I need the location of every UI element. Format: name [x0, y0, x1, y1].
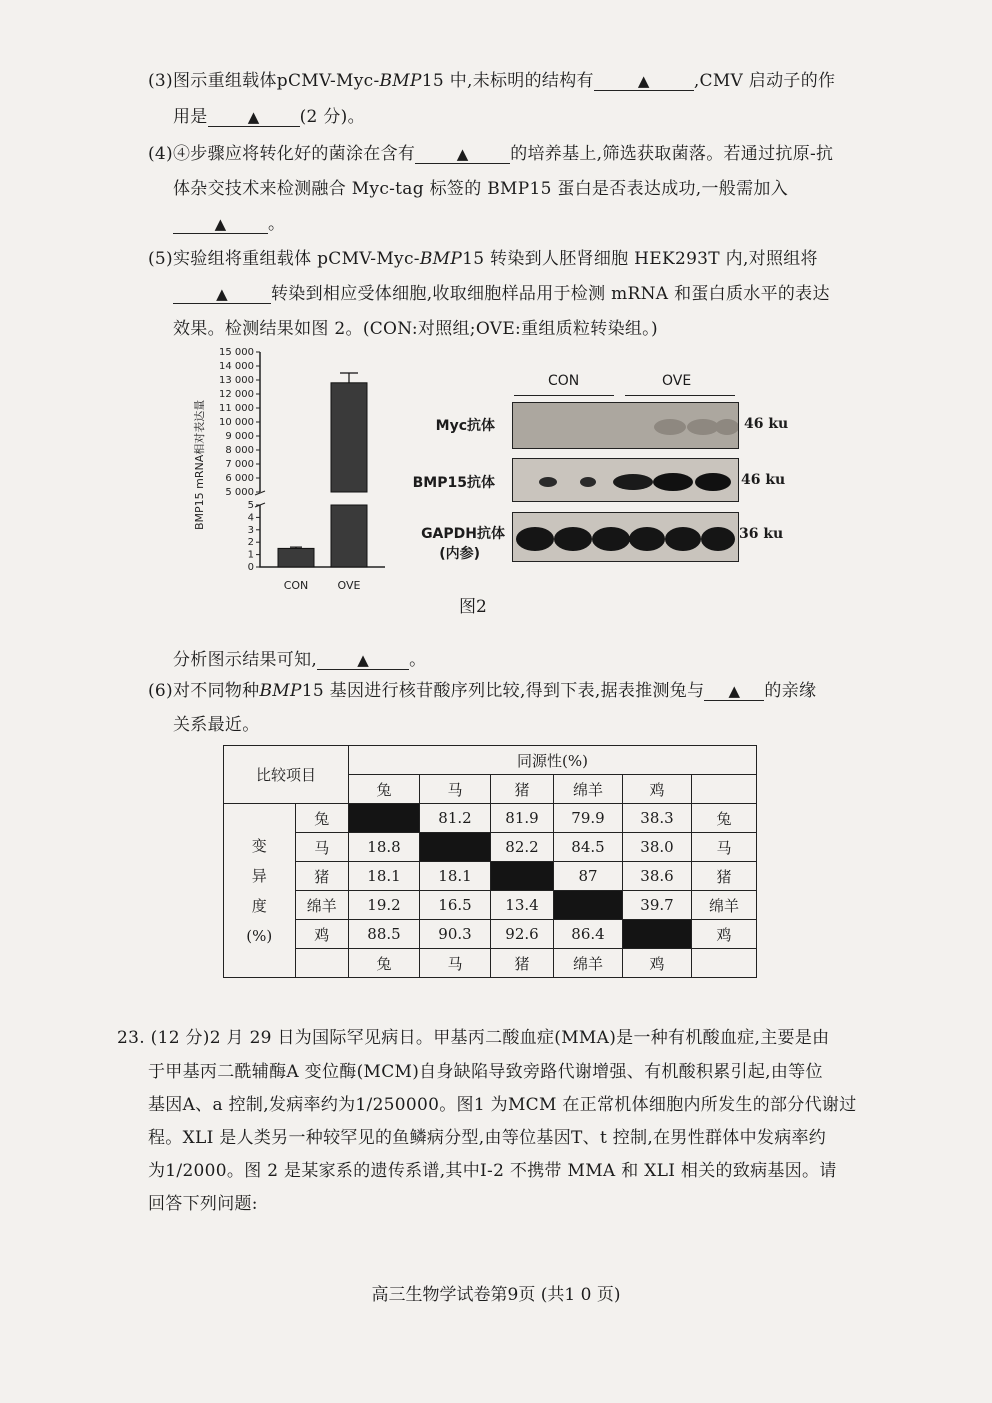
blot-myc: [512, 402, 739, 449]
bar-ove-lower: [331, 505, 367, 567]
blot-group-ove: OVE: [662, 373, 692, 389]
blot-sublabel-gapdh: (内参): [439, 546, 480, 562]
chart-ylabel: BMP15 mRNA相对表达量: [193, 399, 206, 530]
y-tick-label: 2: [247, 537, 254, 549]
table-cell: 81.2: [420, 804, 491, 833]
table-cell: 84.5: [554, 833, 623, 862]
x-tick-label: OVE: [337, 579, 361, 592]
row-header: 绵羊: [295, 891, 348, 920]
row-header-right: 绵羊: [692, 891, 757, 920]
col-header: 马: [420, 775, 491, 804]
col-header: 兔: [349, 775, 420, 804]
table-cell: 13.4: [491, 891, 554, 920]
col-footer: 鸡: [623, 949, 692, 978]
table-cell: 18.8: [349, 833, 420, 862]
col-footer: 马: [420, 949, 491, 978]
blot-label-gapdh: GAPDH抗体: [421, 526, 505, 542]
answer-blank[interactable]: ▲: [317, 651, 409, 670]
q4-line2: 体杂交技术来检测融合 Myc-tag 标签的 BMP15 蛋白是否表达成功,一般需加入: [173, 179, 789, 199]
q23-line3: 基因A、a 控制,发病率约为1/250000。图1 为MCM 在正常机体细胞内所发生的部分代谢过: [148, 1095, 857, 1115]
table-cell-diagonal: [554, 891, 623, 920]
blot-size-gapdh: 36 ku: [739, 526, 784, 542]
blot-gapdh-bands: [513, 513, 738, 561]
q6-line2: 关系最近。: [173, 715, 260, 735]
blot-bmp15-bands: [513, 459, 738, 501]
table-cell-diagonal: [349, 804, 420, 833]
blot-gapdh: [512, 512, 739, 562]
answer-blank[interactable]: ▲: [594, 72, 694, 91]
table-cell: 81.9: [491, 804, 554, 833]
y-tick-label: 10 000: [219, 417, 254, 428]
col-footer: 兔: [349, 949, 420, 978]
y-tick-label: 5 000: [225, 487, 254, 498]
q4-line3: ▲ 。: [173, 209, 285, 234]
y-tick-label: 14 000: [219, 361, 254, 372]
q23-line6: 回答下列问题:: [148, 1194, 258, 1214]
table-cell: 82.2: [491, 833, 554, 862]
answer-blank[interactable]: ▲: [415, 145, 510, 164]
col-footer: 绵羊: [554, 949, 623, 978]
q3-line2: 用是 ▲ (2 分)。: [173, 107, 365, 127]
figure-caption: 图2: [459, 597, 487, 617]
homology-table: [223, 745, 757, 978]
blot-label-myc: Myc抗体: [435, 418, 495, 434]
q23-line1: 23. (12 分)2 月 29 日为国际罕见病日。甲基丙二酸血症(MMA)是一种有机酸血症,主要是由: [117, 1028, 830, 1048]
table-cell-diagonal: [491, 862, 554, 891]
table-cell: 87: [554, 862, 623, 891]
table-cell: 79.9: [554, 804, 623, 833]
blot-myc-bands: [513, 403, 738, 448]
q6-line1: (6)对不同物种BMP15 基因进行核苷酸序列比较,得到下表,据表推测兔与 ▲ 的亲缘: [148, 681, 817, 701]
table-cell-diagonal: [623, 920, 692, 949]
blot-group-con: CON: [548, 373, 580, 389]
blot-group-line-ove: [625, 395, 735, 396]
col-footer-blank: [692, 949, 757, 978]
y-tick-label: 15 000: [219, 347, 254, 358]
table-cell: 38.6: [623, 862, 692, 891]
y-tick-label: 13 000: [219, 375, 254, 386]
y-tick-label: 12 000: [219, 389, 254, 400]
y-tick-label: 3: [247, 524, 254, 536]
row-header-right: 猪: [692, 862, 757, 891]
blot-group-line-con: [514, 395, 614, 396]
page-footer: 高三生物学试卷第9页 (共1 0 页): [371, 1285, 621, 1305]
table-cell: 90.3: [420, 920, 491, 949]
answer-blank[interactable]: ▲: [173, 215, 268, 234]
y-tick-label: 1: [247, 549, 254, 561]
row-header: 鸡: [295, 920, 348, 949]
col-header: 绵羊: [554, 775, 623, 804]
table-cell: 38.3: [623, 804, 692, 833]
table-cell: 19.2: [349, 891, 420, 920]
blot-label-bmp15: BMP15抗体: [412, 475, 495, 491]
col-footer: 猪: [491, 949, 554, 978]
table-corner: 比较项目: [224, 746, 349, 804]
q23-line2: 于甲基丙二酰辅酶A 变位酶(MCM)自身缺陷导致旁路代谢增强、有机酸积累引起,由等位: [148, 1062, 823, 1082]
analysis-line: 分析图示结果可知, ▲ 。: [173, 650, 427, 670]
q5-line1: (5)实验组将重组载体 pCMV-Myc-BMP15 转染到人胚肾细胞 HEK293T 内,对照组将: [148, 249, 818, 269]
row-header: 猪: [295, 862, 348, 891]
col-header: 鸡: [623, 775, 692, 804]
x-tick-label: CON: [283, 579, 309, 592]
y-tick-label: 7 000: [225, 459, 254, 470]
table-cell: 18.1: [349, 862, 420, 891]
y-tick-label: 11 000: [219, 403, 254, 414]
y-tick-label: 9 000: [225, 431, 254, 442]
table-cell: 39.7: [623, 891, 692, 920]
row-header-blank: [295, 949, 348, 978]
q23-line4: 程。XLI 是人类另一种较罕见的鱼鳞病分型,由等位基因T、t 控制,在男性群体中发病率约: [148, 1128, 827, 1148]
mrna-bar-chart: [185, 340, 395, 600]
row-header: 马: [295, 833, 348, 862]
col-header: 猪: [491, 775, 554, 804]
table-cell: 16.5: [420, 891, 491, 920]
y-tick-label: 4: [247, 512, 254, 524]
answer-blank[interactable]: ▲: [704, 682, 764, 701]
blot-size-bmp15: 46 ku: [741, 472, 786, 488]
q5-line2: ▲ 转染到相应受体细胞,收取细胞样品用于检测 mRNA 和蛋白质水平的表达: [173, 279, 830, 304]
row-header-right: 鸡: [692, 920, 757, 949]
q4-line1: (4)④步骤应将转化好的菌涂在含有 ▲ 的培养基上,筛选获取菌落。若通过抗原-抗: [148, 144, 834, 164]
col-header-blank: [692, 775, 757, 804]
answer-blank[interactable]: ▲: [173, 285, 271, 304]
y-tick-label: 6 000: [225, 473, 254, 484]
table-cell: 86.4: [554, 920, 623, 949]
row-header-right: 马: [692, 833, 757, 862]
answer-blank[interactable]: ▲: [208, 108, 300, 127]
q23-line5: 为1/2000。图 2 是某家系的遗传系谱,其中Ⅰ-2 不携带 MMA 和 XLI 相关的致病基因。请: [148, 1161, 837, 1181]
y-tick-label: 0: [247, 562, 254, 573]
row-header-right: 兔: [692, 804, 757, 833]
table-cell: 88.5: [349, 920, 420, 949]
error-bar: [340, 373, 358, 383]
row-header: 兔: [295, 804, 348, 833]
table-top-header: 同源性(%): [349, 746, 757, 775]
y-tick-label: 5: [247, 500, 254, 511]
bar-ove-upper: [331, 383, 367, 492]
bar-con: [278, 548, 314, 567]
table-cell-diagonal: [420, 833, 491, 862]
q3-line1: (3)图示重组载体pCMV-Myc-BMP15 中,未标明的结构有 ▲ ,CMV 启动子的作: [148, 71, 836, 91]
table-cell: 92.6: [491, 920, 554, 949]
table-side-header: 变 异 度 (%): [224, 804, 296, 978]
blot-size-myc: 46 ku: [744, 416, 789, 432]
table-cell: 18.1: [420, 862, 491, 891]
blot-bmp15: [512, 458, 739, 502]
table-cell: 38.0: [623, 833, 692, 862]
y-tick-label: 8 000: [225, 445, 254, 456]
q5-line3: 效果。检测结果如图 2。(CON:对照组;OVE:重组质粒转染组。): [173, 319, 658, 339]
